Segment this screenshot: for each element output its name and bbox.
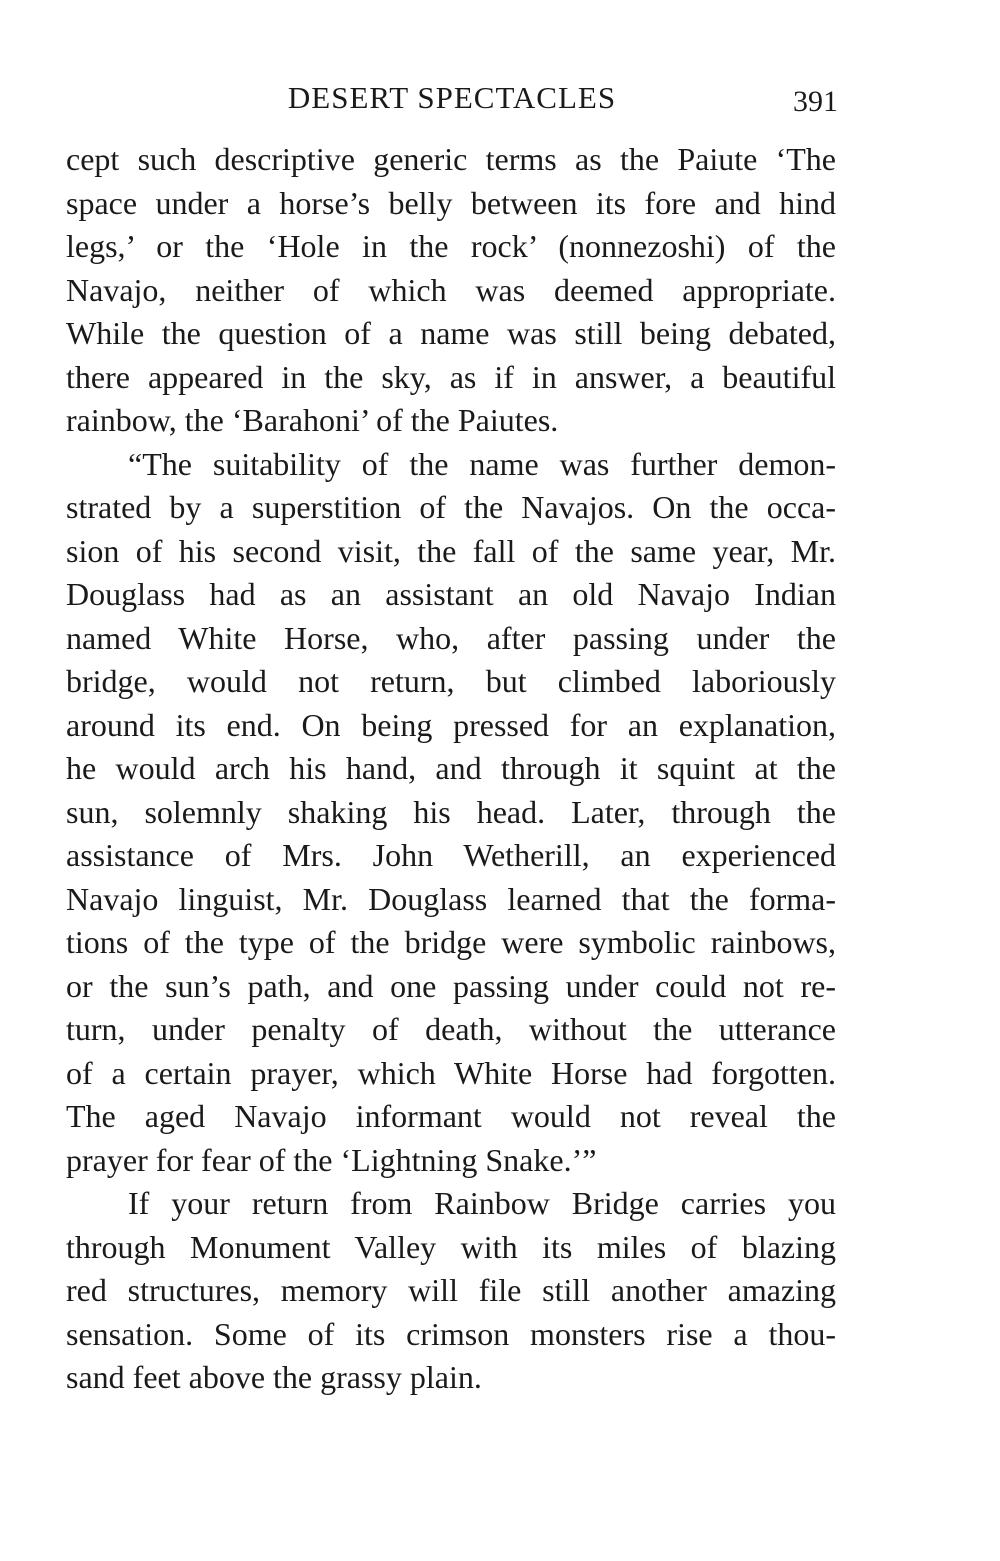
text-line: While the question of a name was still being debated, bbox=[66, 315, 836, 351]
text-line: of a certain prayer, which White Horse had forgotten. bbox=[66, 1054, 836, 1091]
text-line: legs,’ or the ‘Hole in the rock’ (nonnezoshi) of the bbox=[66, 228, 836, 264]
text-line: prayer for fear of the ‘Lightning Snake.’” bbox=[66, 1141, 597, 1178]
text-line: sand feet above the grassy plain. bbox=[66, 1359, 482, 1395]
page-number: 391 bbox=[793, 85, 838, 118]
text-line: rainbow, the ‘Barahoni’ of the Paiutes. bbox=[66, 402, 559, 438]
text-line: named White Horse, who, after passing under the bbox=[66, 619, 836, 656]
body-text bbox=[66, 138, 836, 1400]
text-line: Douglass had as an assistant an old Navajo Indian bbox=[66, 576, 836, 612]
paragraph bbox=[66, 443, 836, 1183]
running-title: DESERT SPECTACLES bbox=[287, 80, 617, 115]
text-line: sion of his second visit, the fall of the same year, Mr. bbox=[66, 532, 836, 569]
running-head bbox=[66, 78, 838, 122]
text-line: “The suitability of the name was further demon- bbox=[128, 445, 836, 482]
text-line: tions of the type of the bridge were symbolic rainbows, bbox=[66, 924, 836, 960]
text-line: bridge, would not return, but climbed laboriously bbox=[66, 663, 836, 699]
text-line: Navajo, neither of which was deemed appropriate. bbox=[66, 271, 836, 308]
text-line: space under a horse’s belly between its fore and hind bbox=[66, 184, 836, 221]
text-line: Navajo linguist, Mr. Douglass learned that the forma- bbox=[66, 880, 836, 917]
text-line: he would arch his hand, and through it squint at the bbox=[66, 750, 836, 786]
text-line: assistance of Mrs. John Wetherill, an experienced bbox=[66, 837, 836, 873]
text-line: red structures, memory will file still another amazing bbox=[66, 1272, 836, 1308]
text-line: sensation. Some of its crimson monsters rise a thou- bbox=[66, 1315, 836, 1352]
text-line: sun, solemnly shaking his head. Later, through the bbox=[66, 793, 836, 830]
text-line: through Monument Valley with its miles of blazing bbox=[66, 1228, 836, 1265]
paragraph bbox=[66, 1182, 836, 1400]
text-line: cept such descriptive generic terms as the Paiute ‘The bbox=[66, 141, 836, 177]
text-line: The aged Navajo informant would not reveal the bbox=[66, 1098, 836, 1134]
text-line: around its end. On being pressed for an explanation, bbox=[66, 706, 836, 743]
text-line: turn, under penalty of death, without the utterance bbox=[66, 1011, 836, 1047]
text-line: or the sun’s path, and one passing under could not re- bbox=[66, 967, 836, 1004]
text-line: If your return from Rainbow Bridge carries you bbox=[128, 1185, 836, 1221]
paragraph bbox=[66, 138, 836, 443]
text-line: strated by a superstition of the Navajos. On the occa- bbox=[66, 489, 836, 525]
text-line: there appeared in the sky, as if in answer, a beautiful bbox=[66, 358, 836, 395]
